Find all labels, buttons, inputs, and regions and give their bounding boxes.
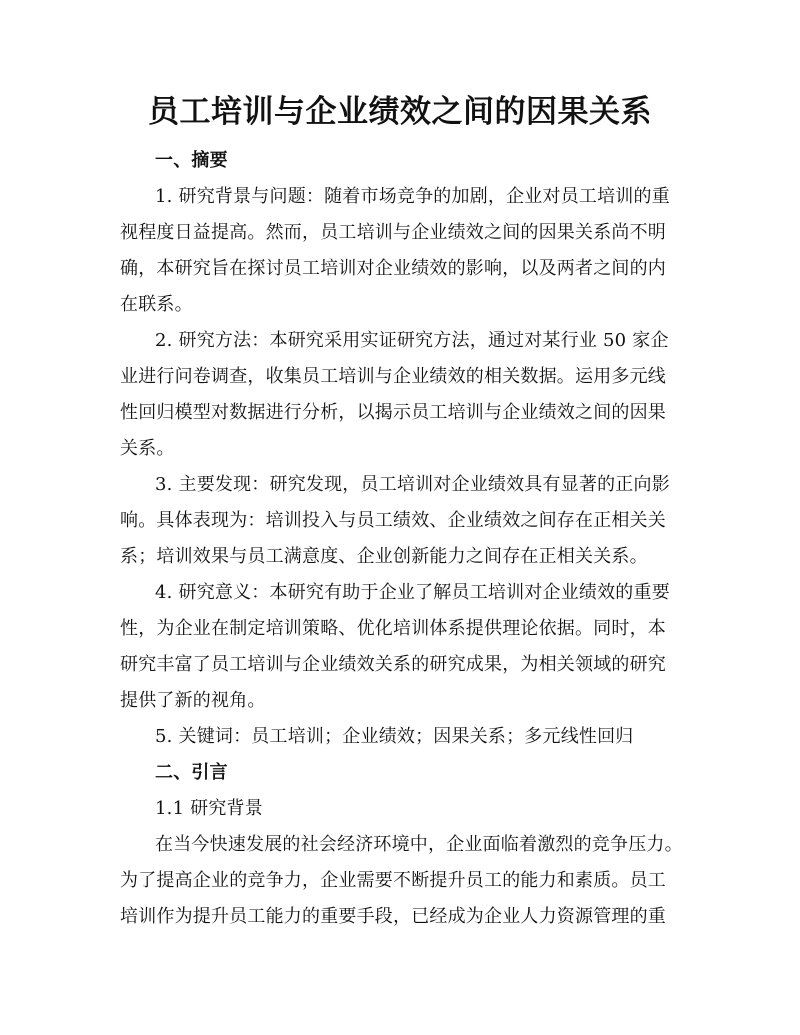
paragraph-line: 研究丰富了员工培训与企业绩效关系的研究成果，为相关领域的研究: [120, 654, 666, 675]
section-heading-abstract: 一、摘要: [155, 150, 228, 171]
paragraph-line: 性回归模型对数据进行分析，以揭示员工培训与企业绩效之间的因果: [120, 402, 666, 423]
paragraph-line: 3. 主要发现：研究发现，员工培训对企业绩效具有显著的正向影: [155, 474, 670, 495]
document-title: 员工培训与企业绩效之间的因果关系: [148, 94, 652, 130]
paragraph-line: 系；培训效果与员工满意度、企业创新能力之间存在正相关关系。: [120, 546, 648, 567]
paragraph-line: 业进行问卷调查，收集员工培训与企业绩效的相关数据。运用多元线: [120, 366, 666, 387]
paragraph-line: 2. 研究方法：本研究采用实证研究方法，通过对某行业 50 家企: [155, 330, 669, 351]
paragraph-line: 在联系。: [120, 294, 193, 315]
paragraph-line: 为了提高企业的竞争力，企业需要不断提升员工的能力和素质。员工: [120, 870, 666, 891]
keywords-line: 5. 关键词：员工培训；企业绩效；因果关系；多元线性回归: [155, 726, 634, 747]
paragraph-line: 培训作为提升员工能力的重要手段，已经成为企业人力资源管理的重: [120, 906, 666, 927]
paragraph-line: 在当今快速发展的社会经济环境中，企业面临着激烈的竞争压力。: [155, 834, 683, 855]
paragraph-line: 响。具体表现为：培训投入与员工绩效、企业绩效之间存在正相关关: [120, 510, 666, 531]
section-heading-introduction: 二、引言: [155, 762, 228, 783]
paragraph-line: 提供了新的视角。: [120, 690, 266, 711]
paragraph-line: 1. 研究背景与问题：随着市场竞争的加剧，企业对员工培训的重: [155, 186, 670, 207]
paragraph-line: 4. 研究意义：本研究有助于企业了解员工培训对企业绩效的重要: [155, 582, 670, 603]
paragraph-line: 关系。: [120, 438, 175, 459]
paragraph-line: 视程度日益提高。然而，员工培训与企业绩效之间的因果关系尚不明: [120, 222, 666, 243]
paragraph-line: 性，为企业在制定培训策略、优化培训体系提供理论依据。同时，本: [120, 618, 666, 639]
subsection-heading-background: 1.1 研究背景: [155, 798, 263, 819]
paragraph-line: 确，本研究旨在探讨员工培训对企业绩效的影响，以及两者之间的内: [120, 258, 666, 279]
